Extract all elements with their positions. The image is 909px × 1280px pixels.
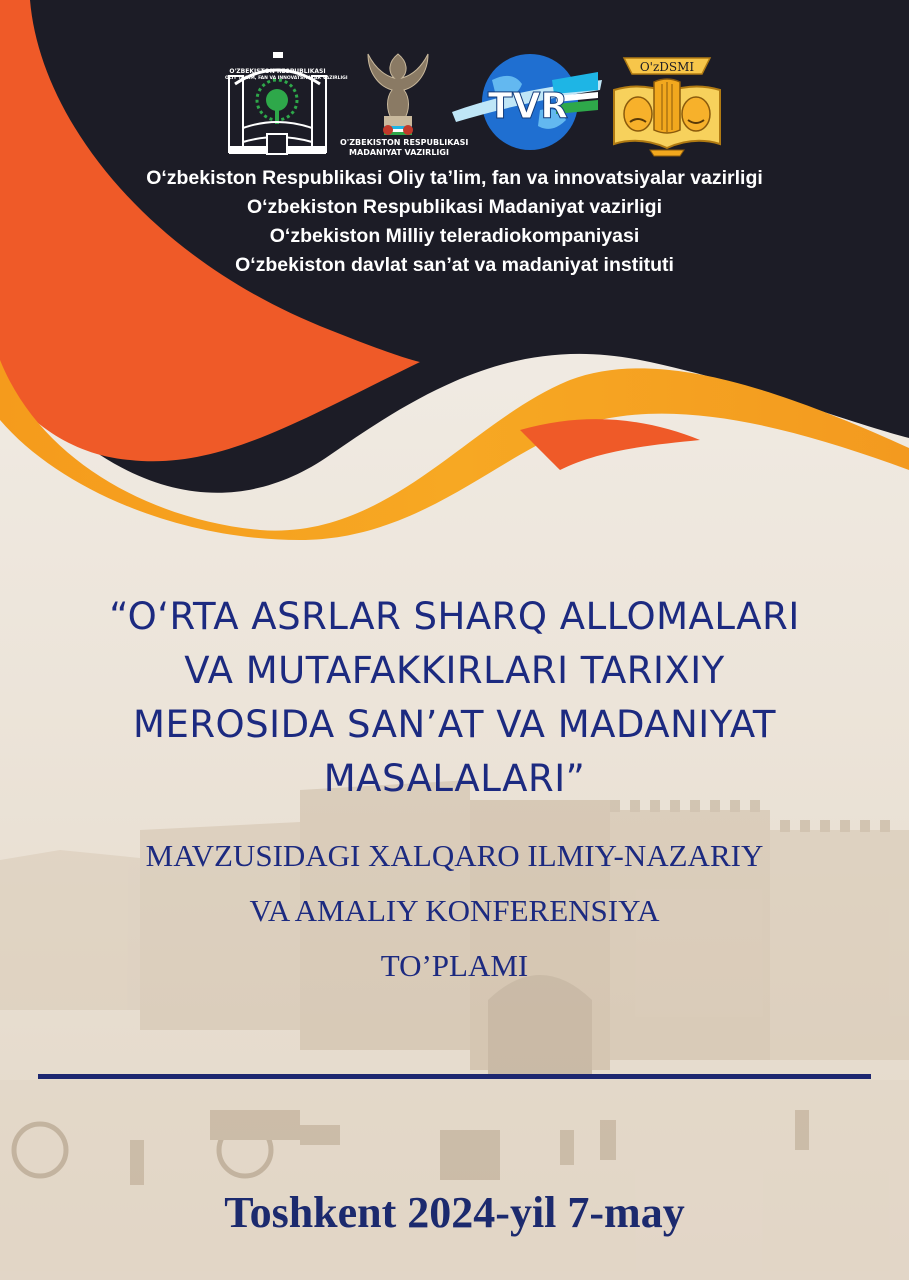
ministry-culture-emblem: [358, 50, 438, 140]
title-line-2: VA MUTAFAKKIRLARI TARIXIY: [184, 649, 725, 692]
ministry-higher-education-logo: [225, 50, 348, 158]
title-line-4: MASALALARI”: [323, 757, 586, 800]
place-and-date: Toshkent 2024-yil 7-may: [224, 1188, 685, 1237]
tvr-globe-icon: [452, 50, 602, 158]
ozdsmi-banner-text: O'zDSMI: [639, 60, 695, 74]
subtitle-line-2: VA AMALIY KONFERENSIYA: [249, 893, 660, 928]
logo-2-caption-line-1: O'ZBEKISTON RESPUBLIKASI: [340, 138, 469, 147]
conference-title: [0, 590, 909, 806]
eagle-harp-emblem-icon: [358, 50, 438, 140]
tvr-globe-logo: [452, 50, 602, 158]
logo-1-caption-line-2: OLIY TA'LIM, FAN VA INNOVATSIYALAR VAZIRLIGI: [225, 76, 348, 81]
title-line-1: “O‘RTA ASRLAR SHARQ ALLOMALARI: [109, 595, 800, 638]
organizer-line-1: O‘zbekiston Respublikasi Oliy ta’lim, fan va innovatsiyalar vazirligi: [146, 167, 763, 189]
conference-subtitle: [0, 828, 909, 993]
subtitle-line-1: MAVZUSIDAGI XALQARO ILMIY-NAZARIY: [145, 838, 764, 873]
logo-1-caption: [225, 68, 348, 82]
logo-1-caption-line-1: O'ZBEKISTON RESPUBLIKASI: [229, 68, 326, 75]
theatre-masks-lyre-icon: [610, 52, 725, 160]
organizer-line-2: O‘zbekiston Respublikasi Madaniyat vazirligi: [246, 196, 663, 218]
organizers-list: [0, 164, 909, 280]
ozdsmi-institute-logo: [610, 52, 725, 160]
tvr-logo-text: TVR: [487, 86, 569, 127]
divider-line: [38, 1074, 871, 1079]
book-tree-icon: [225, 50, 348, 158]
title-line-3: MEROSIDA SAN’AT VA MADANIYAT: [133, 703, 776, 746]
logo-row: [0, 50, 909, 165]
logo-2-caption-line-2: MADANIYAT VAZIRLIGI: [349, 148, 449, 157]
organizer-line-4: O‘zbekiston davlat san’at va madaniyat instituti: [235, 254, 674, 276]
organizer-line-3: O‘zbekiston Milliy teleradiokompaniyasi: [269, 225, 640, 247]
subtitle-line-3: TO’PLAMI: [380, 948, 529, 983]
logo-2-caption: [340, 138, 469, 158]
